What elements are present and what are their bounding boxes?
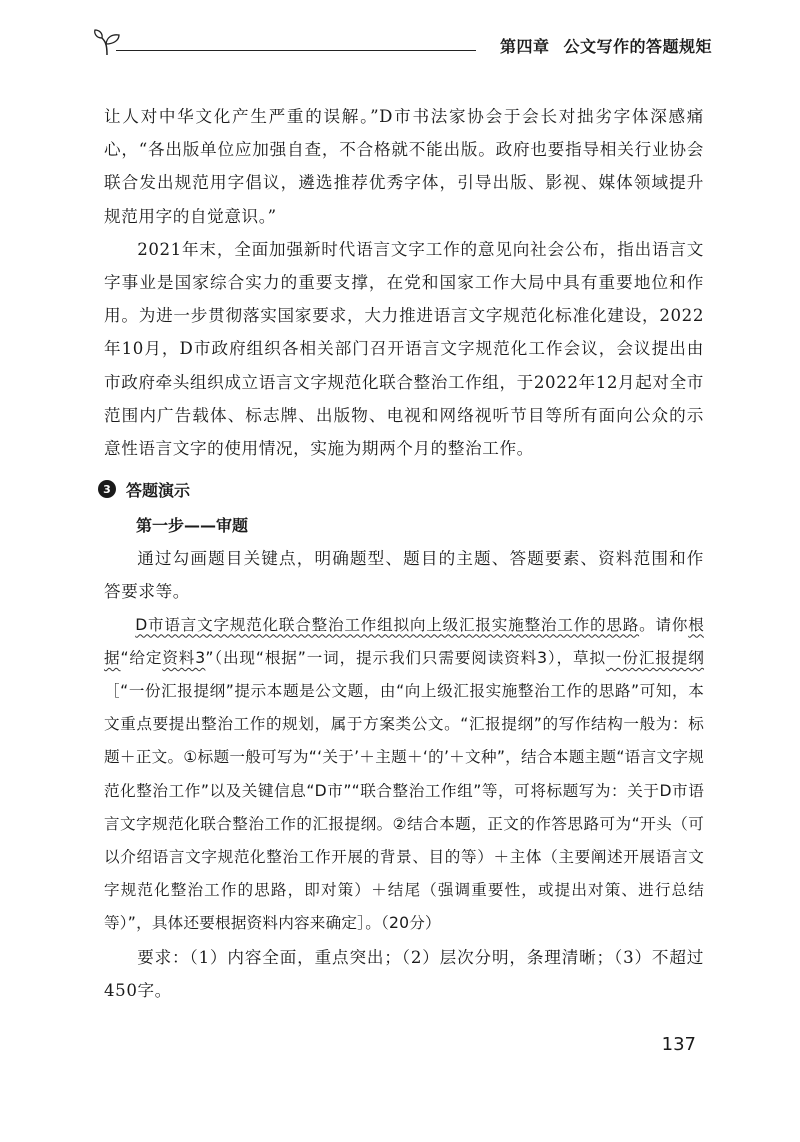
page-number: 137 xyxy=(661,1034,696,1055)
sprout-icon xyxy=(92,28,124,56)
section-title: 答题演示 xyxy=(126,480,191,500)
chapter-title: 公文写作的答题规矩 xyxy=(563,37,712,56)
step-intro: 通过勾画题目关键点，明确题型、题目的主题、答题要素、资料范围和作答要求等。 xyxy=(104,549,704,602)
question-text: 。请你 xyxy=(639,615,689,634)
question-task-underline: D市语言文字规范化联合整治工作组拟向上级汇报实施整治工作的思路 xyxy=(135,615,640,634)
section-heading xyxy=(98,469,704,509)
step-heading: 第一步——审题 xyxy=(136,516,249,536)
question-text: “给定 xyxy=(120,648,163,667)
header-rule xyxy=(116,50,476,51)
requirement-line: 要求：（1）内容全面，重点突出；（2）层次分明，条理清晰；（3）不超过450字。 xyxy=(104,947,704,1000)
running-header xyxy=(500,34,712,57)
keyword-report-outline: 一份汇报提纲 xyxy=(605,648,705,667)
keyword-genju: 根据 xyxy=(104,615,704,667)
question-text: ” xyxy=(205,648,214,667)
question-paragraph xyxy=(104,609,704,941)
analysis-note-1: （出现“根据”一词，提示我们只需要阅读资料3），草拟 xyxy=(213,648,606,667)
question-score: 。（20分） xyxy=(365,914,441,933)
keyword-material-3: 资料3 xyxy=(162,648,206,667)
material-paragraph-1: 让人对中华文化产生严重的误解。”D市书法家协会于会长对拙劣字体深感痛心，“各出版单位应加强自查，不合格就不能出版。政府也要指导相关行业协会联合发出规范用字倡议，遴选推荐优秀字体，引导出版、影视、媒体领域提升规范用字的自觉意识。” xyxy=(104,107,704,226)
analysis-note-2: ［“一份汇报提纲”提示本题是公文题，由“向上级汇报实施整治工作的思路”可知，本文重点要提出整治工作的规划，属于方案类公文。“汇报提纲”的写作结构一般为：标题＋正文。①标题一般可写为“‘关于’＋主题＋‘的’＋文种”，结合本题主题“语言文字规范化整治工作”以及关键信息“D市”“联合整治工作组”等，可将标题写为：关于D市语言文字规范化联合整治工作的汇报提纲。②结合本题，正文的作答思路可为“开头（可以介绍语言文字规范化整治工作开展的背景、目的等）＋主体（主要阐述开展语言文字规范化整治工作的思路，即对策）＋结尾（强调重要性，或提出对策、进行总结等）”，具体还要根据资料内容来确定］ xyxy=(104,682,704,933)
section-number-icon: 3 xyxy=(98,480,116,498)
page-header xyxy=(92,28,712,58)
chapter-label: 第四章 xyxy=(499,37,550,56)
material-paragraph-2: 2021年末，全面加强新时代语言文字工作的意见向社会公布，指出语言文字事业是国家综合实力的重要支撑，在党和国家工作大局中具有重要地位和作用。为进一步贯彻落实国家要求，大力推进语言文字规范化标准化建设，2022年10月，D市政府组织各相关部门召开语言文字规范化工作会议，会议提出由市政府牵头组织成立语言文字规范化联合整治工作组，于2022年12月起对全市范围内广告载体、标志牌、出版物、电视和网络视听节目等所有面向公众的示意性语言文字的使用情况，实施为期两个月的整治工作。 xyxy=(104,239,704,459)
page-content xyxy=(104,100,704,1007)
